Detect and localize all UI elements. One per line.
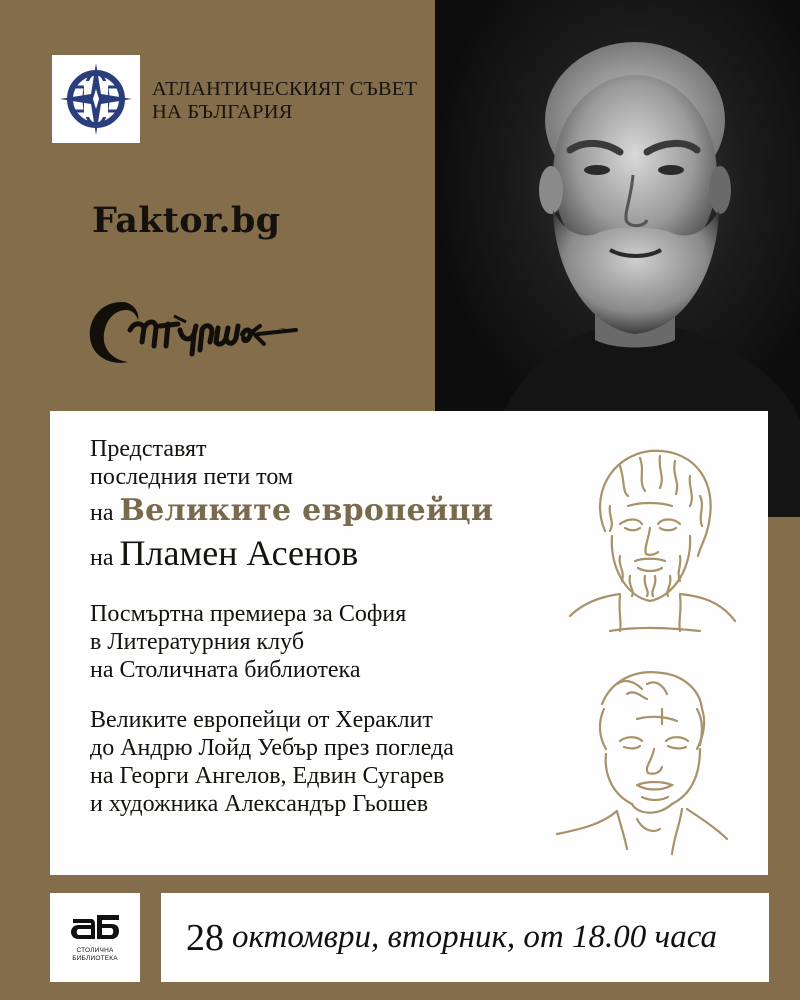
ab-library-logo xyxy=(69,913,121,941)
event-date-banner xyxy=(161,893,769,982)
intro-line-1: Представят xyxy=(90,436,207,462)
library-logo xyxy=(50,893,140,982)
title-prefix: на xyxy=(90,500,114,526)
description-line-4: и художника Александър Гьошев xyxy=(90,791,429,817)
description-line-1: Великите европейци от Хераклит xyxy=(90,707,433,733)
author-prefix: на xyxy=(90,545,114,571)
book-title: Великите европейци xyxy=(119,493,494,528)
author-name: Пламен Асенов xyxy=(119,533,359,573)
ac-title-line1: АТЛАНТИЧЕСКИЯТ СЪВЕТ xyxy=(152,78,418,100)
ancient-philosopher-sketch xyxy=(550,436,750,636)
description-line-2: до Андрю Лойд Уебър през погледа xyxy=(90,735,454,761)
event-day: 28 xyxy=(186,916,224,959)
announcement-text xyxy=(90,435,493,818)
premiere-line-3: на Столичната библиотека xyxy=(90,657,361,683)
intro-line-2: последния пети том xyxy=(90,464,294,490)
ac-title-line2: НА БЪЛГАРИЯ xyxy=(152,101,293,123)
premiere-line-1: Посмъртна премиера за София xyxy=(90,601,407,627)
atlantic-council-title xyxy=(152,78,417,124)
premiere-line-2: в Литературния клуб xyxy=(90,629,305,655)
description-line-3: на Георги Ангелов, Едвин Сугарев xyxy=(90,763,445,789)
book-title-row xyxy=(90,491,493,533)
compass-globe-icon xyxy=(56,59,136,139)
author-row xyxy=(90,533,493,578)
modern-man-sketch xyxy=(542,649,752,859)
library-name-line2: БИБЛИОТЕКА xyxy=(72,954,118,962)
event-details: октомври, вторник, от 18.00 часа xyxy=(232,919,718,955)
strish-brush-logo xyxy=(82,290,302,370)
atlantic-council-logo xyxy=(52,55,140,143)
faktor-logo: Faktor.bg xyxy=(92,200,281,241)
announcement-panel xyxy=(50,411,768,875)
library-name-line1: СТОЛИЧНА xyxy=(76,946,114,954)
